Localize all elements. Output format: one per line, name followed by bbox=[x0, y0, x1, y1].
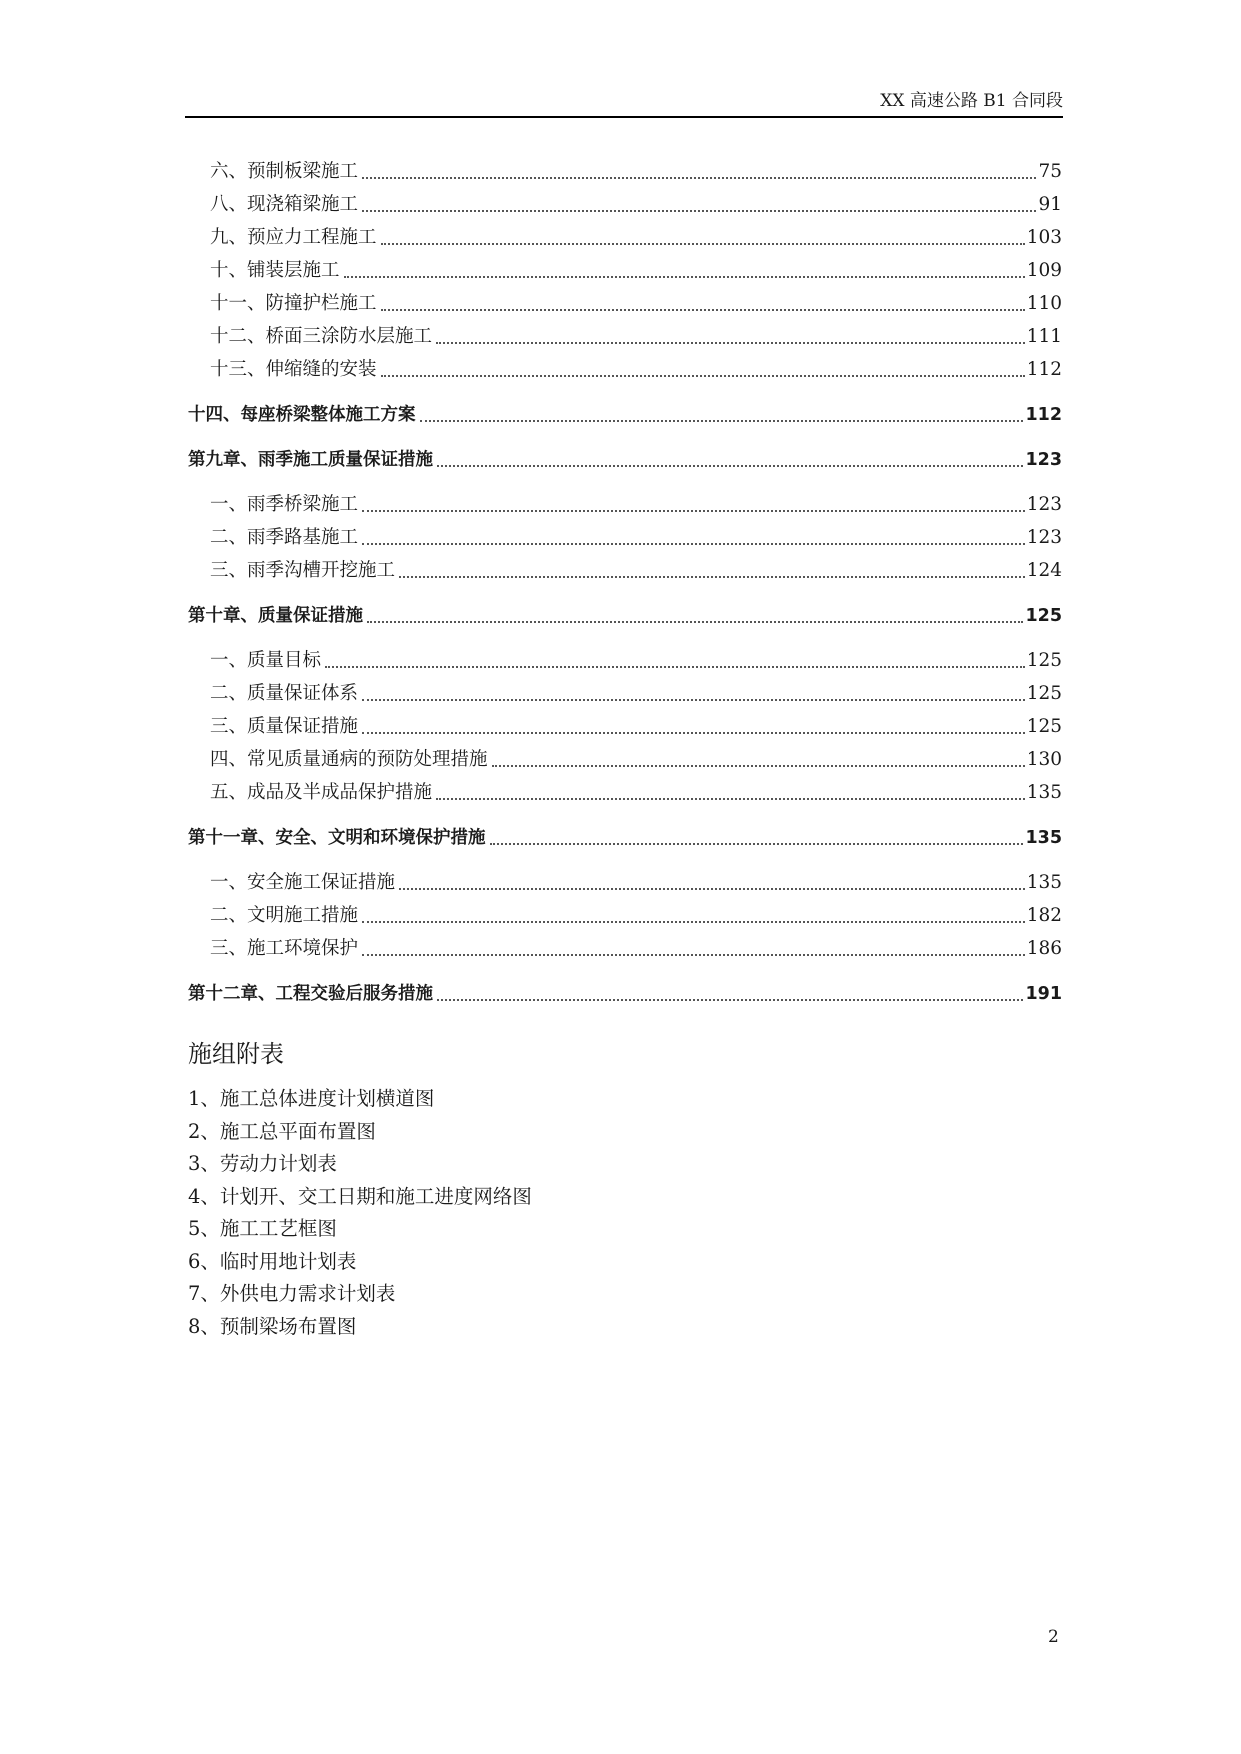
toc-entry-title: 十二、桥面三涂防水层施工 bbox=[210, 326, 433, 347]
toc-entry-page: 109 bbox=[1026, 260, 1062, 281]
toc-entry-page: 125 bbox=[1026, 650, 1062, 671]
toc-entry-page: 130 bbox=[1026, 749, 1062, 770]
toc-entry-title: 四、常见质量通病的预防处理措施 bbox=[210, 749, 488, 770]
appendix-item: 2、施工总平面布置图 bbox=[188, 1119, 376, 1143]
toc-entry-page: 112 bbox=[1026, 359, 1062, 380]
toc-dot-leader bbox=[381, 243, 1025, 245]
toc-section-entry[interactable] bbox=[188, 252, 1062, 285]
toc-entry-title: 八、现浇箱梁施工 bbox=[210, 194, 359, 215]
toc-entry-title: 第十一章、安全、文明和环境保护措施 bbox=[188, 828, 486, 848]
appendix-title: 施组附表 bbox=[188, 1040, 284, 1068]
toc-dot-leader bbox=[437, 465, 1023, 467]
toc-section-entry[interactable] bbox=[188, 864, 1062, 897]
appendix-item: 1、施工总体进度计划横道图 bbox=[188, 1087, 435, 1110]
toc-dot-leader bbox=[381, 309, 1025, 311]
toc-entry-title: 第十章、质量保证措施 bbox=[188, 606, 363, 626]
toc-entry-title: 第九章、雨季施工质量保证措施 bbox=[188, 450, 433, 470]
toc-section-entry[interactable] bbox=[188, 351, 1062, 384]
toc-entry-page: 75 bbox=[1038, 161, 1062, 182]
toc-chapter-entry[interactable] bbox=[188, 819, 1062, 852]
toc-entry-title: 三、雨季沟槽开挖施工 bbox=[210, 560, 396, 581]
toc-entry-page: 103 bbox=[1026, 227, 1062, 248]
toc-entry-page: 182 bbox=[1026, 905, 1062, 926]
toc-chapter-entry[interactable] bbox=[188, 396, 1062, 429]
toc-entry-title: 六、预制板梁施工 bbox=[210, 161, 359, 182]
toc-section-entry[interactable] bbox=[188, 285, 1062, 318]
toc-entry-title: 二、文明施工措施 bbox=[210, 905, 359, 926]
toc-entry-title: 一、安全施工保证措施 bbox=[210, 872, 396, 893]
toc-section-entry[interactable] bbox=[188, 741, 1062, 774]
toc-entry-page: 186 bbox=[1026, 938, 1062, 959]
toc-entry-title: 十三、伸缩缝的安装 bbox=[210, 359, 377, 380]
toc-chapter-entry[interactable] bbox=[188, 597, 1062, 630]
toc-dot-leader bbox=[436, 342, 1025, 344]
appendix-item: 6、临时用地计划表 bbox=[188, 1249, 357, 1273]
toc-section-entry[interactable] bbox=[188, 675, 1062, 708]
table-of-contents bbox=[188, 153, 1062, 1020]
toc-dot-leader bbox=[490, 843, 1024, 845]
appendix-item: 4、计划开、交工日期和施工进度网络图 bbox=[188, 1184, 532, 1208]
toc-section-entry[interactable] bbox=[188, 486, 1062, 519]
page-number: 2 bbox=[1048, 1627, 1059, 1647]
toc-dot-leader bbox=[362, 954, 1025, 956]
toc-section-entry[interactable] bbox=[188, 774, 1062, 807]
toc-dot-leader bbox=[362, 210, 1036, 212]
toc-entry-title: 十一、防撞护栏施工 bbox=[210, 293, 377, 314]
toc-chapter-entry[interactable] bbox=[188, 441, 1062, 474]
toc-dot-leader bbox=[362, 510, 1025, 512]
toc-dot-leader bbox=[362, 543, 1025, 545]
toc-entry-page: 125 bbox=[1026, 683, 1062, 704]
toc-entry-title: 第十二章、工程交验后服务措施 bbox=[188, 984, 433, 1004]
toc-entry-title: 五、成品及半成品保护措施 bbox=[210, 782, 433, 803]
toc-dot-leader bbox=[420, 420, 1024, 422]
toc-entry-page: 91 bbox=[1038, 194, 1062, 215]
toc-entry-page: 191 bbox=[1025, 984, 1062, 1004]
toc-entry-page: 123 bbox=[1025, 450, 1062, 470]
toc-entry-title: 一、雨季桥梁施工 bbox=[210, 494, 359, 515]
page-header bbox=[185, 86, 1063, 118]
toc-section-entry[interactable] bbox=[188, 897, 1062, 930]
toc-dot-leader bbox=[362, 732, 1025, 734]
toc-entry-title: 十、铺装层施工 bbox=[210, 260, 340, 281]
toc-dot-leader bbox=[437, 999, 1023, 1001]
toc-section-entry[interactable] bbox=[188, 708, 1062, 741]
toc-entry-title: 三、施工环境保护 bbox=[210, 938, 359, 959]
toc-entry-page: 124 bbox=[1026, 560, 1062, 581]
toc-dot-leader bbox=[492, 765, 1025, 767]
toc-entry-title: 一、质量目标 bbox=[210, 650, 322, 671]
toc-entry-page: 135 bbox=[1026, 782, 1062, 803]
toc-entry-page: 135 bbox=[1026, 872, 1062, 893]
toc-entry-page: 125 bbox=[1026, 716, 1062, 737]
header-title: XX 高速公路 B1 合同段 bbox=[880, 91, 1063, 111]
toc-dot-leader bbox=[399, 576, 1025, 578]
toc-section-entry[interactable] bbox=[188, 519, 1062, 552]
toc-chapter-entry[interactable] bbox=[188, 975, 1062, 1008]
appendix-item: 5、施工工艺框图 bbox=[188, 1217, 337, 1240]
appendix-item: 8、预制梁场布置图 bbox=[188, 1314, 357, 1338]
toc-entry-page: 111 bbox=[1026, 326, 1062, 347]
toc-dot-leader bbox=[344, 276, 1025, 278]
toc-entry-page: 135 bbox=[1025, 828, 1062, 848]
toc-entry-page: 123 bbox=[1026, 527, 1062, 548]
toc-entry-title: 十四、每座桥梁整体施工方案 bbox=[188, 405, 416, 425]
toc-dot-leader bbox=[381, 375, 1025, 377]
toc-section-entry[interactable] bbox=[188, 642, 1062, 675]
toc-entry-title: 二、质量保证体系 bbox=[210, 683, 359, 704]
toc-entry-title: 三、质量保证措施 bbox=[210, 716, 359, 737]
toc-entry-page: 110 bbox=[1026, 293, 1062, 314]
toc-dot-leader bbox=[367, 621, 1023, 623]
toc-dot-leader bbox=[362, 699, 1025, 701]
toc-section-entry[interactable] bbox=[188, 930, 1062, 963]
toc-section-entry[interactable] bbox=[188, 153, 1062, 186]
toc-section-entry[interactable] bbox=[188, 552, 1062, 585]
appendix-list bbox=[188, 1083, 532, 1343]
toc-entry-title: 九、预应力工程施工 bbox=[210, 227, 377, 248]
toc-dot-leader bbox=[436, 798, 1025, 800]
toc-section-entry[interactable] bbox=[188, 318, 1062, 351]
toc-entry-page: 125 bbox=[1025, 606, 1062, 626]
appendix-item: 3、劳动力计划表 bbox=[188, 1152, 337, 1175]
appendix-item: 7、外供电力需求计划表 bbox=[188, 1282, 396, 1305]
toc-dot-leader bbox=[325, 666, 1025, 668]
toc-dot-leader bbox=[362, 921, 1025, 923]
toc-dot-leader bbox=[399, 888, 1025, 890]
toc-entry-page: 112 bbox=[1025, 405, 1062, 425]
toc-entry-page: 123 bbox=[1026, 494, 1062, 515]
toc-entry-title: 二、雨季路基施工 bbox=[210, 527, 359, 548]
toc-dot-leader bbox=[362, 177, 1036, 179]
toc-section-entry[interactable] bbox=[188, 186, 1062, 219]
toc-section-entry[interactable] bbox=[188, 219, 1062, 252]
